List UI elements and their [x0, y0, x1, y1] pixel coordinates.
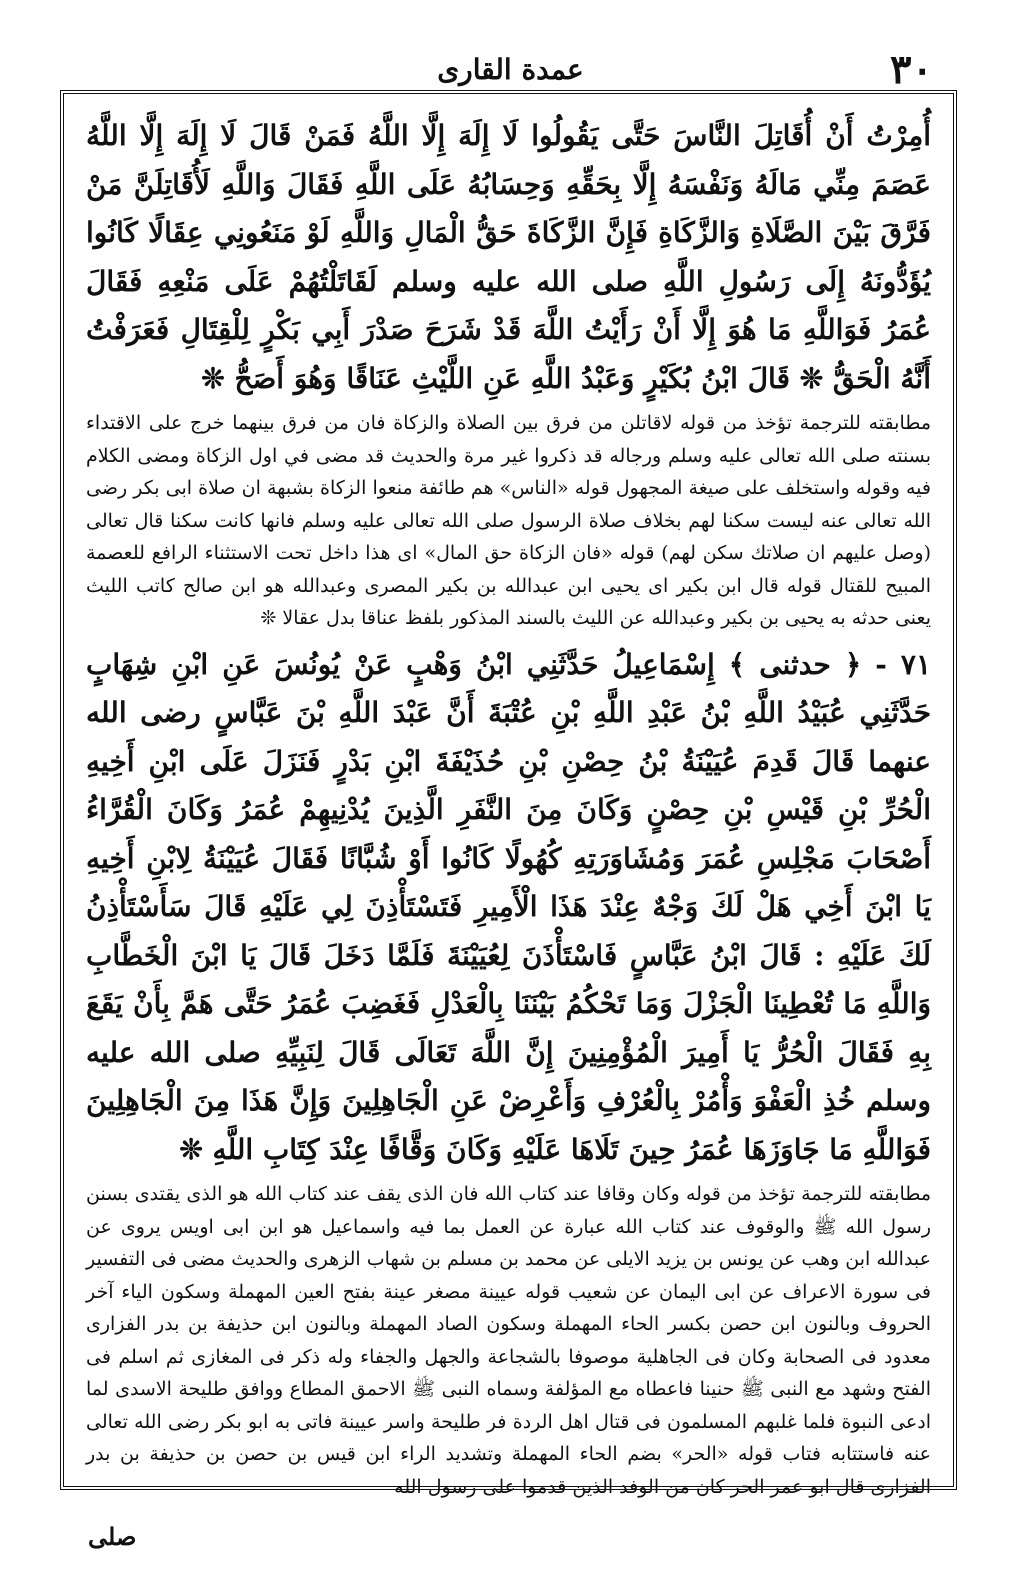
catchword: صلى — [88, 1522, 137, 1551]
commentary-text-1: مطابقته للترجمة تؤخذ من قوله لاقاتلن من فرق بين الصلاة والزكاة فان من فرق بينهما خرج على الاقتداء بسنته صلى الله تعالى عليه وسلم ورجاله قد ذكروا غير مرة والحديث قد مضى في اول الزكاة ومضى الكلام فيه وقوله واستخلف على صيغة المجهول قوله «الناس» هم طائفة منعوا الزكاة بشبهة ان صلاة ابى بكر رضى الله تعالى عنه ليست سكنا لهم بخلاف صلاة الرسول صلى الله تعالى عليه وسلم فانها كانت سكنا قال تعالى (وصل عليهم ان صلاتك سكن لهم) قوله «فان الزكاة حق المال» اى هذا داخل تحت الاستثناء الرافع للعصمة المبيح للقتال قوله قال ابن بكير اى يحيى ابن عبدالله بن بكير المصرى وعبدالله هو ابن صالح كاتب الليث يعنى حدثه به يحيى بن بكير وعبدالله عن الليث بالسند المذكور بلفظ عناقا بدل عقالا ❊ — [86, 412, 931, 629]
text-frame — [60, 90, 957, 1498]
hadith-text-1: أُمِرْتُ أَنْ أُقَاتِلَ النَّاسَ حَتَّى يَقُولُوا لَا إِلَهَ إِلَّا اللَّهُ فَمَنْ قَالَ لَا إِلَهَ إِلَّا اللَّهُ عَصَمَ مِنِّي مَالَهُ وَنَفْسَهُ إِلَّا بِحَقِّهِ وَحِسَابُهُ عَلَى اللَّهِ فَقَالَ وَاللَّهِ لَأُقَاتِلَنَّ مَنْ فَرَّقَ بَيْنَ الصَّلَاةِ وَالزَّكَاةِ فَإِنَّ الزَّكَاةَ حَقُّ الْمَالِ وَاللَّهِ لَوْ مَنَعُونِي عِقَالًا كَانُوا يُؤَدُّونَهُ إِلَى رَسُولِ اللَّهِ صلى الله عليه وسلم لَقَاتَلْتُهُمْ عَلَى مَنْعِهِ فَقَالَ عُمَرُ فَوَاللَّهِ مَا هُوَ إِلَّا أَنْ رَأَيْتُ اللَّهَ قَدْ شَرَحَ صَدْرَ أَبِي بَكْرٍ لِلْقِتَالِ فَعَرَفْتُ أَنَّهُ الْحَقُّ ❊ قَالَ ابْنُ بُكَيْرٍ وَعَبْدُ اللَّهِ عَنِ اللَّيْثِ عَنَاقًا وَهُوَ أَصَحُّ ❊ — [86, 119, 931, 395]
page-header — [60, 48, 961, 92]
book-title: عمدة القارى — [437, 53, 584, 86]
commentary-text-2: مطابقته للترجمة تؤخذ من قوله وكان وقافا عند كتاب الله فان الذى يقف عند كتاب الله هو الذى يقتدى بسنن رسول الله ﷺ والوقوف عند كتاب الله عبارة عن العمل بما فيه واسماعيل هو ابن ابى اويس يروى عن عبدالله ابن وهب عن يونس بن يزيد الايلى عن محمد بن مسلم بن شهاب الزهرى والحديث مضى فى التفسير فى سورة الاعراف عن ابى اليمان عن شعيب قوله عيينة مصغر عينة بفتح العين المهملة وسكون الياء آخر الحروف وبالنون ابن حصن بكسر الحاء المهملة وسكون الصاد المهملة وبالنون ابن حذيفة بن بدر الفزارى معدود فى الصحابة وكان فى الجاهلية موصوفا بالشجاعة والجهل والجفاء وله ذكر فى المغازى ثم اسلم فى الفتح وشهد مع النبى ﷺ حنينا فاعطاه مع المؤلفة وسماه النبى ﷺ الاحمق المطاع ووافق طليحة الاسدى لما ادعى النبوة فلما غلبهم المسلمون فى قتال اهل الردة فر طليحة واسر عيينة فاتى به ابو بكر رضى الله تعالى عنه فاستتابه فتاب قوله «الحر» بضم الحاء المهملة وتشديد الراء ابن قيس بن حصن بن حذيفة بن بدر الفزارى قال ابو عمر الحر كان من الوفد الذين قدموا على رسول الله — [86, 1183, 931, 1498]
page-number: ٣٠ — [890, 46, 933, 93]
hadith-text-2: ٧١ - ﴿ حدثنى ﴾ إِسْمَاعِيلُ حَدَّثَنِي ابْنُ وَهْبٍ عَنْ يُونُسَ عَنِ ابْنِ شِهَابٍ حَدَّثَنِي عُبَيْدُ اللَّهِ بْنُ عَبْدِ اللَّهِ بْنِ عُتْبَةَ أَنَّ عَبْدَ اللَّهِ بْنَ عَبَّاسٍ رضى الله عنهما قَالَ قَدِمَ عُيَيْنَةُ بْنُ حِصْنِ بْنِ حُذَيْفَةَ ابْنِ بَدْرٍ فَنَزَلَ عَلَى ابْنِ أَخِيهِ الْحُرِّ بْنِ قَيْسِ بْنِ حِصْنٍ وَكَانَ مِنَ النَّفَرِ الَّذِينَ يُدْنِيهِمْ عُمَرُ وَكَانَ الْقُرَّاءُ أَصْحَابَ مَجْلِسِ عُمَرَ وَمُشَاوَرَتِهِ كُهُولًا كَانُوا أَوْ شُبَّانًا فَقَالَ عُيَيْنَةُ لِابْنِ أَخِيهِ يَا ابْنَ أَخِي هَلْ لَكَ وَجْهٌ عِنْدَ هَذَا الْأَمِيرِ فَتَسْتَأْذِنَ لِي عَلَيْهِ قَالَ سَأَسْتَأْذِنُ لَكَ عَلَيْهِ : قَالَ ابْنُ عَبَّاسٍ فَاسْتَأْذَنَ لِعُيَيْنَةَ فَلَمَّا دَخَلَ قَالَ يَا ابْنَ الْخَطَّابِ وَاللَّهِ مَا تُعْطِينَا الْجَزْلَ وَمَا تَحْكُمُ بَيْنَنَا بِالْعَدْلِ فَغَضِبَ عُمَرُ حَتَّى هَمَّ بِأَنْ يَقَعَ بِهِ فَقَالَ الْحُرُّ يَا أَمِيرَ الْمُؤْمِنِينَ إِنَّ اللَّهَ تَعَالَى قَالَ لِنَبِيِّهِ صلى الله عليه وسلم خُذِ الْعَفْوَ وَأْمُرْ بِالْعُرْفِ وَأَعْرِضْ عَنِ الْجَاهِلِينَ وَإِنَّ هَذَا مِنَ الْجَاهِلِينَ فَوَاللَّهِ مَا جَاوَزَهَا عُمَرُ حِينَ تَلَاهَا عَلَيْهِ وَكَانَ وَقَّافًا عِنْدَ كِتَابِ اللَّهِ ❊ — [86, 647, 931, 1166]
